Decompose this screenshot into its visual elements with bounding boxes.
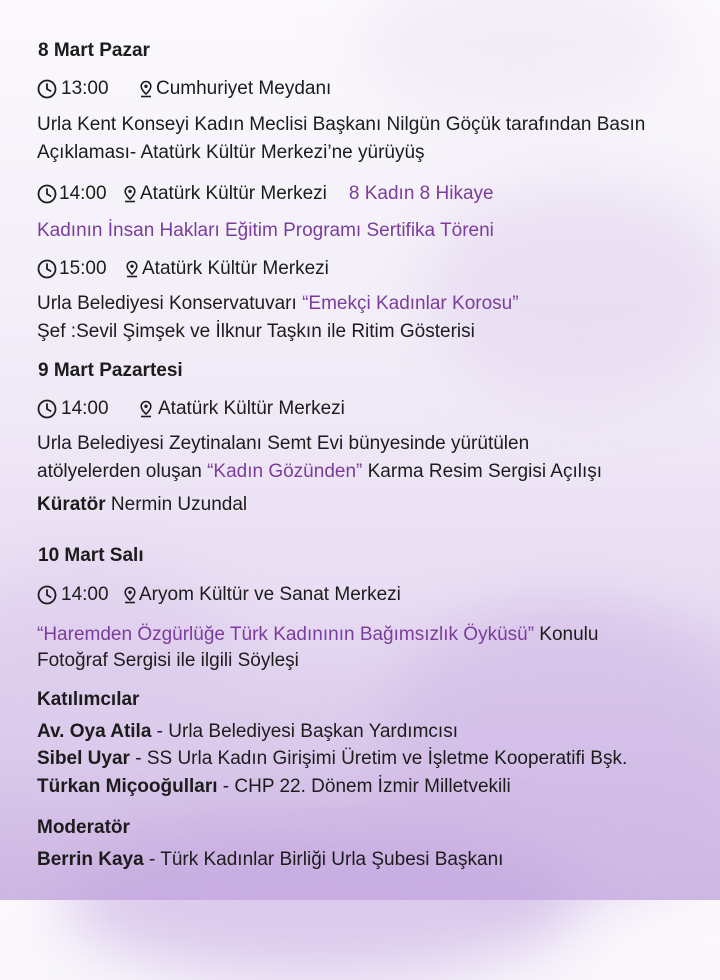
curator-name: Nermin Uzundal [105, 494, 248, 515]
event-meta [37, 584, 401, 606]
participant-role: - Urla Belediyesi Başkan Yardımcısı [151, 721, 458, 742]
event-description [37, 457, 602, 487]
event-meta [37, 258, 329, 280]
participant [37, 744, 627, 774]
description-text: Karma Resim Sergisi Açılışı [362, 461, 603, 482]
description-text: Urla Belediyesi Konservatuvarı [37, 293, 303, 314]
event-time: 15:00 [59, 258, 107, 279]
event-description: Urla Kent Konseyi Kadın Meclisi Başkanı Nilgün Göçük tarafından Basın [37, 114, 646, 135]
moderator [37, 845, 503, 875]
event-description: Fotoğraf Sergisi ile ilgili Söyleşi [37, 650, 299, 671]
participant-role: - SS Urla Kadın Girişimi Üretim ve İşletme Kooperatifi Bşk. [129, 748, 628, 769]
event-time: 14:00 [61, 584, 109, 605]
event-meta [37, 78, 331, 100]
event-highlight: “Emekçi Kadınlar Korosu” [302, 293, 519, 314]
participant-name: Türkan Miçooğulları [37, 776, 218, 797]
event-place: Atatürk Kültür Merkezi [142, 258, 329, 279]
participants-heading: Katılımcılar [37, 689, 140, 710]
clock-icon [37, 184, 57, 204]
event-place: Atatürk Kültür Merkezi [158, 398, 345, 419]
event-description: Urla Belediyesi Zeytinalanı Semt Evi bünyesinde yürütülen [37, 433, 530, 454]
event-place: Aryom Kültür ve Sanat Merkezi [139, 584, 401, 605]
description-text: atölyelerden oluşan [37, 461, 208, 482]
clock-icon [37, 259, 57, 279]
event-place: Cumhuriyet Meydanı [156, 78, 332, 99]
day-heading: 9 Mart Pazartesi [38, 360, 183, 381]
clock-icon [37, 585, 57, 605]
description-text: Konulu [534, 624, 599, 645]
location-pin-icon [125, 260, 139, 278]
curator-label: Küratör [37, 494, 106, 515]
event-time: 13:00 [61, 78, 109, 99]
location-pin-icon [123, 185, 137, 203]
event-time: 14:00 [59, 183, 107, 204]
background-wash [360, 0, 680, 120]
event-time: 14:00 [61, 398, 109, 419]
event-highlight: “Kadın Gözünden” [207, 461, 363, 482]
event-description: Açıklaması- Atatürk Kültür Merkezi’ne yürüyüş [37, 142, 425, 163]
moderator-role: - Türk Kadınlar Birliği Urla Şubesi Başkanı [143, 849, 504, 870]
location-pin-icon [139, 80, 153, 98]
clock-icon [37, 399, 57, 419]
event-highlight: 8 Kadın 8 Hikaye [348, 183, 494, 204]
moderator-heading: Moderatör [37, 817, 130, 838]
event-meta [37, 398, 345, 420]
event-meta [37, 183, 494, 205]
participant-name: Sibel Uyar [37, 748, 130, 769]
day-heading: 8 Mart Pazar [38, 40, 150, 61]
curator-line [37, 490, 247, 520]
participant [37, 717, 458, 747]
event-description: Kadının İnsan Hakları Eğitim Programı Sertifika Töreni [37, 220, 494, 241]
event-place: Atatürk Kültür Merkezi [140, 183, 327, 204]
event-description: Şef :Sevil Şimşek ve İlknur Taşkın ile Ritim Gösterisi [37, 321, 475, 342]
background-wash [60, 820, 580, 980]
event-highlight: “Haremden Özgürlüğe Türk Kadınının Bağımsızlık Öyküsü” [37, 624, 535, 645]
day-heading: 10 Mart Salı [38, 545, 144, 566]
event-description [37, 289, 519, 319]
participant-role: - CHP 22. Dönem İzmir Milletvekili [217, 776, 511, 797]
location-pin-icon [139, 400, 153, 418]
moderator-name: Berrin Kaya [37, 849, 144, 870]
location-pin-icon [123, 586, 137, 604]
clock-icon [37, 79, 57, 99]
participant-name: Av. Oya Atila [37, 721, 152, 742]
participant [37, 772, 511, 802]
